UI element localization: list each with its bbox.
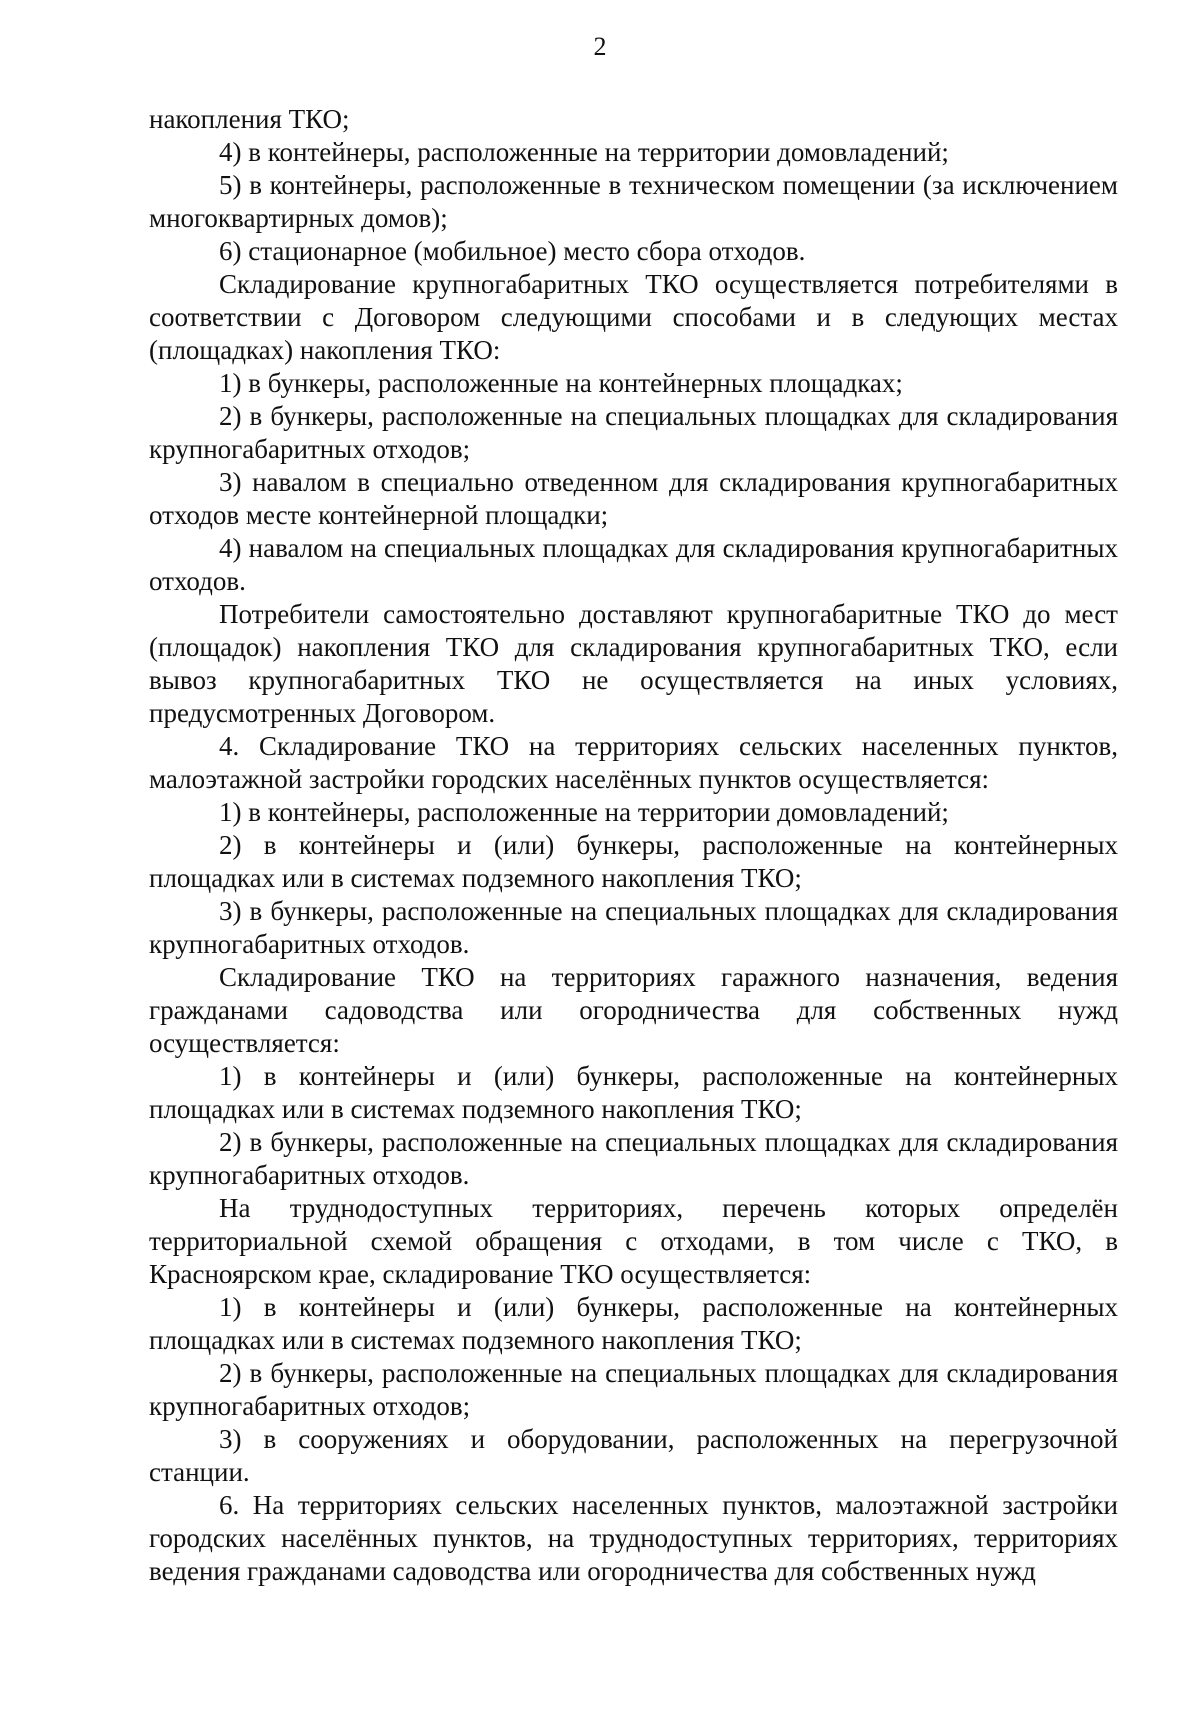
paragraph: Складирование крупногабаритных ТКО осуществляется потребителями в соответствии с Договором следующими способами и в следующих местах (площадках) накопления ТКО: <box>149 269 1118 365</box>
paragraph: 2) в бункеры, расположенные на специальных площадках для складирования крупногабаритных отходов; <box>149 1358 1118 1421</box>
paragraph: 6) стационарное (мобильное) место сбора отходов. <box>219 236 806 266</box>
paragraph: Складирование ТКО на территориях гаражного назначения, ведения гражданами садоводства или огородничества для собственных нужд осуществляется: <box>149 962 1118 1058</box>
paragraph: Потребители самостоятельно доставляют крупногабаритные ТКО до мест (площадок) накопления ТКО для складирования крупногабаритных ТКО, если вывоз крупногабаритных ТКО не осуществляется на иных условиях, предусмотренных Договором. <box>149 599 1118 728</box>
paragraph: 4) навалом на специальных площадках для складирования крупногабаритных отходов. <box>149 533 1118 596</box>
document-body <box>149 103 1118 1588</box>
paragraph: 4. Складирование ТКО на территориях сельских населенных пунктов, малоэтажной застройки городских населённых пунктов осуществляется: <box>149 731 1118 794</box>
paragraph: накопления ТКО; <box>149 104 350 134</box>
paragraph: 2) в бункеры, расположенные на специальных площадках для складирования крупногабаритных отходов; <box>149 401 1118 464</box>
paragraph: 1) в контейнеры, расположенные на территории домовладений; <box>219 797 949 827</box>
paragraph: 4) в контейнеры, расположенные на территории домовладений; <box>219 137 949 167</box>
paragraph: 5) в контейнеры, расположенные в техническом помещении (за исключением многоквартирных домов); <box>149 170 1118 233</box>
paragraph: 1) в контейнеры и (или) бункеры, расположенные на контейнерных площадках или в системах подземного накопления ТКО; <box>149 1292 1118 1355</box>
paragraph: 1) в бункеры, расположенные на контейнерных площадках; <box>219 368 903 398</box>
page-number: 2 <box>593 32 607 61</box>
paragraph: 3) в бункеры, расположенные на специальных площадках для складирования крупногабаритных отходов. <box>149 896 1118 959</box>
paragraph: На труднодоступных территориях, перечень которых определён территориальной схемой обращения с отходами, в том числе с ТКО, в Красноярском крае, складирование ТКО осуществляется: <box>149 1193 1118 1289</box>
paragraph: 3) в сооружениях и оборудовании, расположенных на перегрузочной станции. <box>149 1424 1118 1487</box>
paragraph: 1) в контейнеры и (или) бункеры, расположенные на контейнерных площадках или в системах подземного накопления ТКО; <box>149 1061 1118 1124</box>
paragraph: 6. На территориях сельских населенных пунктов, малоэтажной застройки городских населённых пунктов, на труднодоступных территориях, территориях ведения гражданами садоводства или огородничества для собственных нужд <box>149 1490 1118 1586</box>
paragraph: 2) в бункеры, расположенные на специальных площадках для складирования крупногабаритных отходов. <box>149 1127 1118 1190</box>
paragraph: 3) навалом в специально отведенном для складирования крупногабаритных отходов месте контейнерной площадки; <box>149 467 1118 530</box>
paragraph: 2) в контейнеры и (или) бункеры, расположенные на контейнерных площадках или в системах подземного накопления ТКО; <box>149 830 1118 893</box>
